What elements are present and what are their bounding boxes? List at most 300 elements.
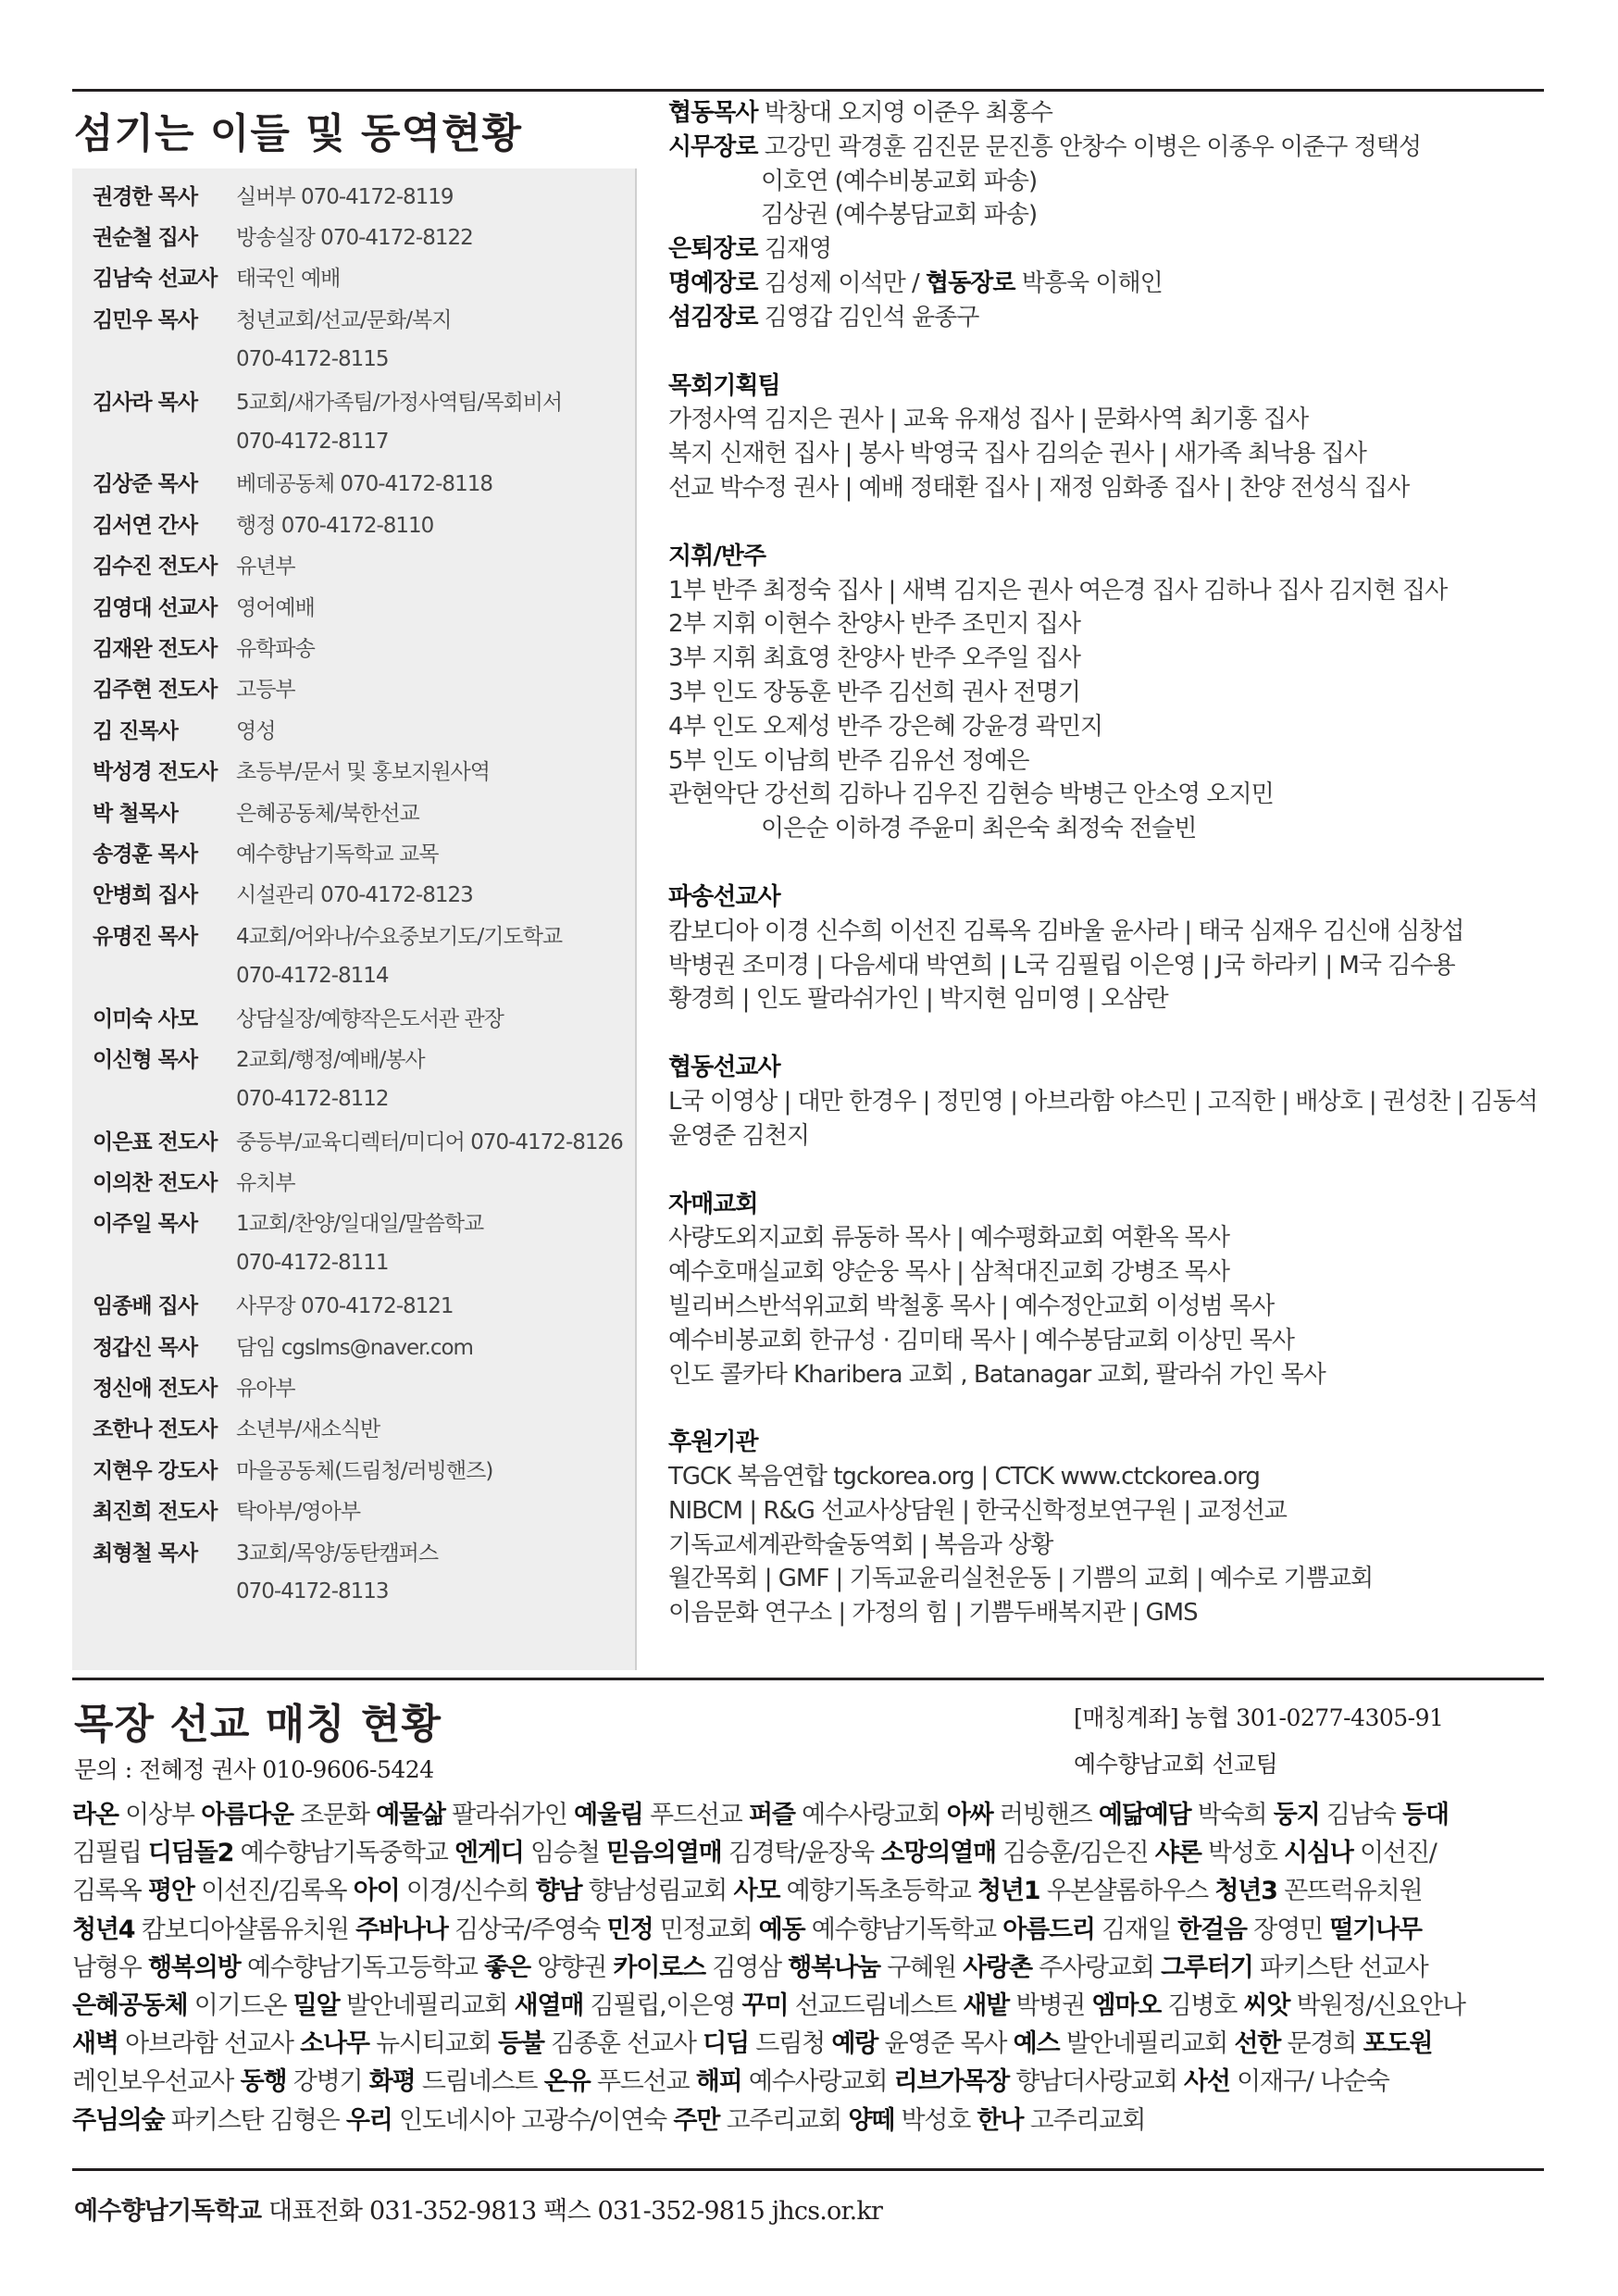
- serving-elder-label: 섬김장로: [668, 303, 758, 331]
- staff-name: 김민우 목사: [93, 307, 198, 332]
- staff-row: [93, 1160, 629, 1201]
- text-line: 선교 박수정 권사 | 예배 정태환 집사 | 재정 임화종 집사 | 찬양 전성식 집사: [668, 473, 1410, 502]
- mokjang-name: 청년4: [72, 1915, 135, 1944]
- staff-row: [93, 1284, 629, 1325]
- choir-lines: [668, 574, 1538, 813]
- mokjang-name: 등대: [1401, 1801, 1449, 1829]
- text-line: 이음문화 연구소 | 가정의 힘 | 기쁨두배복지관 | GMS: [668, 1599, 1198, 1628]
- mission-partner: 박숙희: [1190, 1801, 1274, 1829]
- staff-role: 1교회/찬양/일대일/말씀학교: [236, 1212, 484, 1237]
- staff-name: 임종배 집사: [93, 1294, 198, 1319]
- mission-partner: 발안네필리교회: [339, 1991, 515, 2021]
- coop-missionaries-title: 협동선교사: [668, 1054, 780, 1082]
- staff-role: 행정 070-4172-8110: [236, 513, 434, 538]
- staff-role: 4교회/어와나/수요중보기도/기도학교: [236, 924, 563, 949]
- mission-partner: 드림청: [748, 2029, 832, 2059]
- staff-row: [93, 1037, 629, 1078]
- mission-partner: 파키스탄 선교사: [1252, 1953, 1428, 1982]
- staff-role: 070-4172-8117: [236, 429, 389, 454]
- sister-churches-title: 자매교회: [668, 1190, 758, 1218]
- staff-role: 예수향남기독학교 교목: [236, 842, 439, 867]
- mission-partner: 김승훈/김은진: [995, 1839, 1155, 1868]
- staff-name: 김서연 간사: [93, 513, 198, 538]
- retired-elder-names: 김재영: [757, 235, 832, 264]
- matching-line: [72, 1796, 1553, 1834]
- mokjang-name: 씨앗: [1243, 1991, 1290, 2021]
- staff-name: 송경훈 목사: [93, 842, 198, 867]
- staff-row: [93, 585, 629, 626]
- staff-role: 시설관리 070-4172-8123: [236, 883, 473, 908]
- text-line: 박병권 조미경 | 다음세대 박연희 | L국 김필립 이은영 | J국 하라키 | M국 김수용: [668, 951, 1455, 980]
- text-line: 4부 인도 오제성 반주 강은혜 강윤경 곽민지: [668, 712, 1103, 741]
- staff-role: 유년부: [236, 555, 295, 580]
- mission-partner: 우본샬롬하우스: [1039, 1877, 1215, 1906]
- staff-name: 최형철 목사: [93, 1541, 198, 1566]
- mokjang-name: 디딤: [703, 2029, 749, 2059]
- staff-row: [93, 1530, 629, 1571]
- mission-partner: 이선진/: [1352, 1839, 1437, 1868]
- mokjang-name: 떨기나무: [1329, 1915, 1422, 1944]
- mission-partner: 고주리교회: [1023, 2105, 1146, 2135]
- assoc-pastor-names: 박창대 오지영 이준우 최홍수: [757, 99, 1052, 127]
- mokjang-name: 리브가목장: [893, 2067, 1010, 2097]
- mokjang-name: 온유: [543, 2067, 591, 2097]
- staff-row: [93, 708, 629, 749]
- mokjang-name: 예스: [1013, 2029, 1060, 2059]
- mission-partner: 예수향남기독학교: [804, 1915, 1003, 1944]
- mission-partner: 파키스탄 김형은: [164, 2105, 346, 2135]
- staff-row: [93, 831, 629, 872]
- mission-partner: 양향권: [529, 1953, 614, 1982]
- mokjang-name: 예닮예담: [1098, 1801, 1191, 1829]
- mission-partner: 문경희: [1280, 2029, 1363, 2059]
- mokjang-name: 우리: [345, 2105, 392, 2135]
- staff-role: 태국인 예배: [236, 267, 341, 292]
- mokjang-name: 라온: [72, 1801, 118, 1829]
- staff-role: 초등부/문서 및 홍보지원사역: [236, 760, 490, 785]
- staff-name: 박 철목사: [93, 801, 178, 826]
- honorary-elder-line: [668, 267, 1538, 301]
- mission-partner: 푸드선교: [590, 2067, 696, 2097]
- matching-line: [72, 2063, 1553, 2101]
- staff-role: 070-4172-8115: [236, 346, 389, 371]
- text-line: NIBCM | R&G 선교사상담원 | 한국신학정보연구원 | 교정선교: [668, 1496, 1287, 1525]
- mission-partner: 향남더사랑교회: [1009, 2067, 1184, 2097]
- staff-role: 070-4172-8111: [236, 1251, 389, 1276]
- matching-line: [72, 1834, 1553, 1872]
- mokjang-name: 사랑촌: [963, 1953, 1032, 1982]
- text-line: 윤영준 김천지: [668, 1121, 809, 1150]
- mission-partner: 민정교회: [653, 1915, 759, 1944]
- staff-row: [93, 297, 629, 338]
- coop-elder-label: 협동장로: [925, 268, 1015, 297]
- mokjang-name: 주만: [673, 2105, 720, 2135]
- mission-partner: 이기드온: [187, 1991, 293, 2021]
- mokjang-name: 그루터기: [1161, 1953, 1253, 1982]
- mission-partner: 조문화: [292, 1801, 377, 1829]
- mission-partner: 레인보우선교사: [72, 2067, 241, 2097]
- mokjang-name: 행복의방: [148, 1953, 241, 1982]
- text-line: TGCK 복음연합 tgckorea.org | CTCK www.ctckorea.org: [668, 1463, 1260, 1491]
- mission-partner: 임승철: [523, 1839, 607, 1868]
- mission-partner: 뉴시티교회: [368, 2029, 498, 2059]
- staff-role: 소년부/새소식반: [236, 1417, 380, 1442]
- staff-name: 김상준 목사: [93, 472, 198, 497]
- staff-name: 조한나 전도사: [93, 1417, 218, 1442]
- matching-line: [72, 2102, 1553, 2140]
- mission-partner: 김경탁/윤장욱: [721, 1839, 881, 1868]
- mokjang-name: 주님의숲: [72, 2105, 165, 2135]
- retired-elder-label: 은퇴장로: [668, 235, 758, 264]
- text-line: 예수비봉교회 한규성 · 김미태 목사 | 예수봉담교회 이상민 목사: [668, 1326, 1295, 1354]
- staff-role: 070-4172-8113: [236, 1579, 389, 1604]
- mokjang-name: 사선: [1183, 2067, 1230, 2097]
- mokjang-name: 예물삶: [376, 1801, 445, 1829]
- staff-row: [93, 1366, 629, 1406]
- staff-role: 중등부/교육디렉터/미디어 070-4172-8126: [236, 1129, 623, 1154]
- staff-section-title: 섬기는 이들 및 동역현황: [74, 110, 522, 157]
- mokjang-name: 시심나: [1284, 1839, 1353, 1868]
- staff-row: [93, 1119, 629, 1160]
- staff-row: [93, 1407, 629, 1448]
- staff-row: [93, 420, 629, 461]
- staff-name: 김재완 전도사: [93, 636, 218, 661]
- choir-title: 지휘/반주: [668, 542, 765, 570]
- mokjang-name: 은혜공동체: [72, 1991, 188, 2021]
- text-line: 가정사역 김지은 권사 | 교육 유재성 집사 | 문화사역 최기홍 집사: [668, 406, 1309, 434]
- mokjang-name: 행복나눔: [788, 1953, 880, 1982]
- mission-matching-title: 목장 선교 매칭 현황: [74, 1701, 442, 1748]
- text-line: 2부 지휘 이현수 찬양사 반주 조민지 집사: [668, 610, 1080, 639]
- elder-extra-1: 이호연 (예수비봉교회 파송): [761, 167, 1038, 195]
- mission-partner: 김상국/주영숙: [447, 1915, 607, 1944]
- staff-role: 마을공동체(드림청/러빙핸즈): [236, 1458, 493, 1483]
- honorary-elder-label: 명예장로: [668, 268, 758, 297]
- staff-row: [93, 1202, 629, 1242]
- matching-list: [72, 1796, 1553, 2140]
- mokjang-name: 예동: [758, 1915, 805, 1944]
- staff-role: 실버부 070-4172-8119: [236, 184, 454, 209]
- mokjang-name: 새벽: [72, 2029, 118, 2059]
- mission-partner: 발안네필리교회: [1059, 2029, 1235, 2059]
- staff-role: 담임 cgslms@naver.com: [236, 1335, 473, 1360]
- staff-row: [93, 1448, 629, 1489]
- mokjang-name: 소망의열매: [880, 1839, 996, 1868]
- mission-partner: 박병권: [1009, 1991, 1092, 2021]
- mission-partner: 이선진/김록옥: [193, 1877, 354, 1906]
- staff-row: [93, 256, 629, 297]
- staff-name: 김영대 선교사: [93, 595, 218, 620]
- staff-role: 상담실장/예향작은도서관 관장: [236, 1006, 504, 1031]
- mokjang-name: 민정: [606, 1915, 653, 1944]
- mission-partner: 김영삼: [704, 1953, 789, 1982]
- staff-name: 정신애 전도사: [93, 1377, 218, 1402]
- staff-name: 최진희 전도사: [93, 1500, 218, 1525]
- staff-role: 사무장 070-4172-8121: [236, 1294, 454, 1319]
- text-line: 인도 콜카타 Kharibera 교회 , Batanagar 교회, 팔라쉬 가인 목사: [668, 1360, 1326, 1389]
- mission-partner: 박원정/신요안나: [1289, 1991, 1465, 2021]
- mission-partner: 이상부: [118, 1801, 202, 1829]
- mission-partner: 팔라쉬가인: [444, 1801, 574, 1829]
- mokjang-name: 아싸: [946, 1801, 993, 1829]
- mokjang-name: 사모: [733, 1877, 780, 1906]
- mokjang-name: 예울림: [573, 1801, 643, 1829]
- right-column: [668, 96, 1538, 1630]
- staff-role: 070-4172-8112: [236, 1086, 389, 1111]
- mission-partner: 꼰뜨럭유치원: [1276, 1877, 1423, 1906]
- mokjang-name: 새열매: [514, 1991, 584, 2021]
- mission-partner: 주사랑교회: [1031, 1953, 1162, 1982]
- staff-row: [93, 503, 629, 543]
- matching-line: [72, 2025, 1553, 2063]
- text-line: 5부 인도 이남희 반주 김유선 정예은: [668, 746, 1029, 775]
- text-line: 빌리버스반석위교회 박철홍 목사 | 예수정안교회 이성범 목사: [668, 1292, 1275, 1320]
- staff-role: 5교회/새가족팀/가정사역팀/목회비서: [236, 390, 563, 415]
- mission-partner: 김재일: [1094, 1915, 1178, 1944]
- staff-name: 박성경 전도사: [93, 760, 218, 785]
- dispatched-lines: [668, 915, 1538, 1017]
- staff-row: [93, 174, 629, 215]
- mokjang-name: 화평: [368, 2067, 416, 2097]
- mission-partner: 예수향남기독고등학교: [240, 1953, 485, 1982]
- mission-partner: 김록옥: [72, 1877, 149, 1906]
- elder-extra-2: 김상권 (예수봉담교회 파송): [761, 201, 1038, 230]
- mission-partner: 김남숙: [1319, 1801, 1402, 1829]
- staff-role: 3교회/목양/동탄캠퍼스: [236, 1541, 439, 1566]
- mokjang-name: 소나무: [300, 2029, 369, 2059]
- mission-partner: 선교드림네스트: [788, 1991, 964, 2021]
- mokjang-name: 엠마오: [1091, 1991, 1162, 2021]
- staff-row: [93, 462, 629, 503]
- staff-role: 방송실장 070-4172-8122: [236, 226, 473, 251]
- mission-partner: 드림네스트: [415, 2067, 544, 2097]
- mission-partner: 박성호: [1201, 1839, 1285, 1868]
- staff-row: [93, 1325, 629, 1366]
- mission-partner: 강병기: [286, 2067, 369, 2097]
- staff-row: [93, 1079, 629, 1119]
- mokjang-name: 아름드리: [1002, 1915, 1095, 1944]
- serving-elder-names: 김영갑 김인석 윤종구: [757, 303, 979, 331]
- mission-partner: 예수향남기독중학교: [233, 1839, 454, 1868]
- mokjang-name: 꾸미: [741, 1991, 789, 2021]
- mission-partner: 이재구/ 나순숙: [1229, 2067, 1389, 2097]
- mission-partner: 김필립: [72, 1839, 149, 1868]
- staff-role: 유치부: [236, 1171, 295, 1196]
- supporters-title: 후원기관: [668, 1429, 758, 1457]
- assoc-pastor-line: [668, 96, 1538, 131]
- mokjang-name: 평안: [148, 1877, 194, 1906]
- mokjang-name: 좋은: [484, 1953, 530, 1982]
- text-line: 캄보디아 이경 신수희 이선진 김록옥 김바울 윤사라 | 태국 심재우 김신애 심창섭: [668, 917, 1464, 945]
- staff-name: 이의찬 전도사: [93, 1171, 218, 1196]
- staff-row: [93, 749, 629, 790]
- mokjang-name: 한걸음: [1177, 1915, 1247, 1944]
- inquiry-contact: 문의 : 전혜정 권사 010-9606-5424: [74, 1756, 434, 1783]
- mission-partner: 윤영준 목사: [877, 2029, 1014, 2059]
- mokjang-name: 선한: [1234, 2029, 1281, 2059]
- sister-churches-lines: [668, 1221, 1538, 1391]
- elder-label: 시무장로: [668, 132, 758, 161]
- mission-partner: 캄보디아샬롬유치원: [134, 1915, 356, 1944]
- staff-name: 권경한 목사: [93, 184, 198, 209]
- mokjang-name: 청년1: [977, 1877, 1040, 1906]
- mokjang-name: 둥지: [1273, 1801, 1320, 1829]
- mokjang-name: 새밭: [963, 1991, 1010, 2021]
- mission-partner: 고주리교회: [719, 2105, 849, 2135]
- text-line: L국 이영상 | 대만 한경우 | 정민영 | 아브라함 야스민 | 고직한 | 배상호 | 권성찬 | 김동석: [668, 1087, 1537, 1116]
- footer: [74, 2190, 882, 2227]
- mission-partner: 김병호: [1161, 1991, 1244, 2021]
- text-line: 월간목회 | GMF | 기독교윤리실천운동 | 기쁨의 교회 | 예수로 기쁨교회: [668, 1565, 1374, 1593]
- staff-name: 김남숙 선교사: [93, 267, 218, 292]
- mokjang-name: 샤론: [1154, 1839, 1201, 1868]
- staff-name: 이신형 목사: [93, 1047, 198, 1072]
- staff-row: [93, 873, 629, 914]
- matching-line: [72, 1911, 1553, 1949]
- staff-name: 이주일 목사: [93, 1212, 198, 1237]
- staff-name: 안병희 집사: [93, 883, 198, 908]
- staff-row: [93, 1490, 629, 1530]
- matching-line: [72, 1872, 1553, 1910]
- text-line: 예수호매실교회 양순웅 목사 | 삼척대진교회 강병조 목사: [668, 1258, 1230, 1287]
- mokjang-name: 카이로스: [613, 1953, 705, 1982]
- staff-row: [93, 339, 629, 380]
- mokjang-name: 청년3: [1214, 1877, 1277, 1906]
- staff-name: 김주현 전도사: [93, 678, 218, 703]
- staff-role: 은혜공동체/북한선교: [236, 801, 419, 826]
- choir-indent-line: 이은순 이하경 주윤미 최은숙 최정숙 전슬빈: [761, 815, 1197, 843]
- mission-partner: 남형우: [72, 1953, 149, 1982]
- mission-partner: 푸드선교: [642, 1801, 749, 1829]
- staff-role: 고등부: [236, 678, 295, 703]
- mission-partner: 이경/신수희: [399, 1877, 536, 1906]
- text-line: 기독교세계관학술동역회 | 복음과 상황: [668, 1530, 1053, 1559]
- column-divider: [635, 168, 637, 1670]
- staff-name: 지현우 강도사: [93, 1458, 218, 1483]
- mokjang-name: 해피: [695, 2067, 742, 2097]
- mokjang-name: 예랑: [831, 2029, 878, 2059]
- matching-line: [72, 1987, 1553, 2025]
- text-line: 3부 인도 장동훈 반주 김선희 권사 전명기: [668, 678, 1080, 706]
- bottom-rule: [72, 2168, 1544, 2171]
- assoc-pastor-label: 협동목사: [668, 99, 758, 127]
- staff-row: [93, 996, 629, 1037]
- mission-partner: 김필립,이은영: [583, 1991, 742, 2021]
- mission-partner: 인도네시아 고광수/이연숙: [392, 2105, 674, 2135]
- staff-role: 2교회/행정/예배/봉사: [236, 1047, 425, 1072]
- staff-row: [93, 668, 629, 708]
- staff-row: [93, 380, 629, 420]
- text-line: 관현악단 강선희 김하나 김우진 김현승 박병근 안소영 오지민: [668, 780, 1274, 809]
- text-line: 1부 반주 최정숙 집사 | 새벽 김지은 권사 여은경 집사 김하나 집사 김지현 집사: [668, 576, 1448, 605]
- mokjang-name: 향남: [535, 1877, 582, 1906]
- staff-row: [93, 1571, 629, 1612]
- mission-partner: 향남성림교회: [581, 1877, 734, 1906]
- mission-team: 예수향남교회 선교팀: [1074, 1751, 1278, 1778]
- staff-role: 영성: [236, 718, 276, 743]
- matching-account: [매칭계좌] 농협 301-0277-4305-91: [1074, 1704, 1444, 1731]
- staff-role: 탁아부/영아부: [236, 1500, 361, 1525]
- mokjang-name: 디딤돌2: [148, 1839, 234, 1868]
- coop-elder-names: 박흥욱 이해인: [1014, 268, 1163, 297]
- mokjang-name: 포도원: [1363, 2029, 1433, 2059]
- mission-partner: 예수사랑교회: [794, 1801, 947, 1829]
- elder-names: 고강민 곽경훈 김진문 문진흥 안창수 이병은 이종우 이준구 정택성: [757, 132, 1421, 161]
- supporters-lines: [668, 1460, 1538, 1630]
- staff-role: 070-4172-8114: [236, 963, 389, 988]
- honorary-elder-names: 김성제 이석만 /: [757, 268, 926, 297]
- staff-role: 유아부: [236, 1377, 295, 1402]
- staff-row: [93, 914, 629, 955]
- mokjang-name: 동행: [240, 2067, 287, 2097]
- dispatched-title: 파송선교사: [668, 882, 780, 911]
- staff-name: 김사라 목사: [93, 390, 198, 415]
- staff-name: 정갑신 목사: [93, 1335, 198, 1360]
- text-line: 사량도외지교회 류동하 목사 | 예수평화교회 여환옥 목사: [668, 1224, 1230, 1253]
- staff-row: [93, 791, 629, 831]
- retired-elder-line: [668, 232, 1538, 267]
- coop-missionaries-lines: [668, 1085, 1538, 1154]
- planning-lines: [668, 403, 1538, 505]
- staff-row: [93, 955, 629, 995]
- staff-role: 유학파송: [236, 636, 315, 661]
- staff-role: 청년교회/선교/문화/복지: [236, 307, 452, 332]
- school-name: 예수향남기독학교: [74, 2197, 262, 2226]
- mokjang-name: 밀알: [292, 1991, 340, 2021]
- mokjang-name: 양떼: [848, 2105, 895, 2135]
- mokjang-name: 아이: [353, 1877, 400, 1906]
- staff-row: [93, 626, 629, 667]
- staff-name: 이은표 전도사: [93, 1129, 218, 1154]
- staff-name: 이미숙 사모: [93, 1006, 198, 1031]
- matching-line: [72, 1949, 1553, 1987]
- text-line: 복지 신재헌 집사 | 봉사 박영국 집사 김의순 권사 | 새가족 최낙용 집사: [668, 440, 1366, 468]
- staff-row: [93, 215, 629, 256]
- mission-partner: 구혜원: [879, 1953, 964, 1982]
- mokjang-name: 아름다운: [201, 1801, 293, 1829]
- mokjang-name: 한나: [977, 2105, 1024, 2135]
- staff-row: [93, 1242, 629, 1283]
- mokjang-name: 퍼즐: [748, 1801, 795, 1829]
- mission-partner: 예향기독초등학교: [779, 1877, 978, 1906]
- mission-partner: 박성호: [894, 2105, 977, 2135]
- mission-partner: 장영민: [1246, 1915, 1330, 1944]
- staff-role: 영어예배: [236, 595, 315, 620]
- elder-line: [668, 131, 1538, 165]
- mission-partner: 예수사랑교회: [741, 2067, 894, 2097]
- staff-name: 권순철 집사: [93, 226, 198, 251]
- text-line: 3부 지휘 최효영 찬양사 반주 오주일 집사: [668, 644, 1080, 673]
- planning-title: 목회기획팀: [668, 371, 780, 400]
- mission-partner: 러빙핸즈: [992, 1801, 1099, 1829]
- middle-rule: [72, 1678, 1544, 1680]
- staff-name: 유명진 목사: [93, 924, 198, 949]
- mission-partner: 김종훈 선교사: [543, 2029, 703, 2059]
- mokjang-name: 주바나나: [355, 1915, 448, 1944]
- mokjang-name: 엔게디: [454, 1839, 524, 1868]
- staff-row: [93, 544, 629, 585]
- mission-partner: 아브라함 선교사: [118, 2029, 301, 2059]
- staff-name: 김수진 전도사: [93, 555, 218, 580]
- school-contact: 대표전화 031-352-9813 팩스 031-352-9815 jhcs.or.kr: [261, 2197, 883, 2226]
- mokjang-name: 등불: [497, 2029, 544, 2059]
- text-line: 황경희 | 인도 팔라쉬가인 | 박지현 임미영 | 오삼란: [668, 985, 1168, 1014]
- staff-role: 베데공동체 070-4172-8118: [236, 472, 492, 497]
- staff-name: 김 진목사: [93, 718, 178, 743]
- top-rule: [72, 89, 1544, 92]
- mokjang-name: 믿음의열매: [606, 1839, 722, 1868]
- staff-list: [93, 174, 629, 1613]
